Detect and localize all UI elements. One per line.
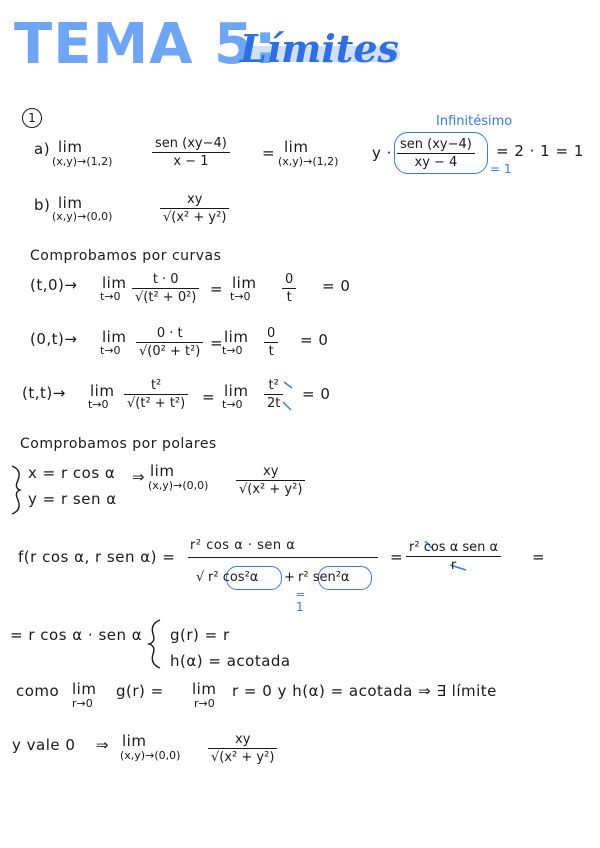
part-a-result: = 2 · 1 = 1: [496, 142, 584, 160]
curva-sub1: t→0: [88, 398, 109, 411]
curva-eq: =: [210, 334, 224, 352]
como-lim1: lim: [72, 680, 97, 698]
f-den-sqrt: √: [196, 570, 205, 585]
part-a-lim2: lim: [284, 138, 309, 156]
f-trail-eq: =: [532, 548, 546, 566]
f-den-b: r² sen²α: [298, 570, 350, 585]
curva-den2: t: [286, 290, 292, 305]
part-b-num: xy: [187, 192, 203, 207]
part-b-den: √(x² + y²): [163, 210, 227, 225]
fraction-bar: [188, 557, 378, 558]
f-den-plus: +: [284, 570, 295, 585]
f-num: r² cos α · sen α: [190, 538, 296, 553]
curva-result: = 0: [322, 277, 351, 295]
curva-eq: =: [210, 280, 224, 298]
final-sub: (x,y)→(0,0): [120, 749, 181, 762]
curva-lim1: lim: [102, 274, 127, 292]
curva-eq: =: [202, 388, 216, 406]
part-a-eq1: =: [262, 144, 276, 162]
page-title: TEMA 5:: [14, 12, 278, 77]
polares-arrow: ⇒: [132, 468, 146, 486]
curva-sub2: t→0: [230, 290, 251, 303]
como-sub2: r→0: [194, 697, 215, 710]
polares-den: √(x² + y²): [239, 482, 303, 497]
part-b-label: b): [34, 196, 51, 214]
polares-sub: (x,y)→(0,0): [148, 479, 209, 492]
como-sub1: r→0: [72, 697, 93, 710]
f-lhs: f(r cos α, r sen α) =: [18, 548, 176, 566]
final-text: y vale 0: [12, 736, 76, 754]
fraction-bar: [406, 556, 501, 557]
annotation-eq: =: [296, 588, 306, 601]
curva-lim2: lim: [232, 274, 257, 292]
curva-result: = 0: [300, 331, 329, 349]
curva-path: (t,0)→: [30, 276, 78, 294]
part-a-lim1: lim: [58, 138, 83, 156]
curva-den2: 2t: [267, 396, 281, 411]
como-rest: r = 0 y h(α) = acotada ⇒ ∃ límite: [232, 682, 497, 700]
polares-y-eq: y = r sen α: [28, 490, 117, 508]
como-g: g(r) =: [116, 682, 164, 700]
curva-result: = 0: [302, 385, 331, 403]
f-den2: r: [450, 558, 457, 573]
curva-path: (t,t)→: [22, 384, 66, 402]
part-a-ydot: y ·: [372, 144, 392, 162]
curva-den2: t: [268, 344, 274, 359]
page-subtitle: Límites: [240, 26, 399, 71]
curva-num2: 0: [267, 326, 276, 341]
curva-num1: t²: [150, 378, 162, 393]
part-a-den2: xy − 4: [414, 155, 458, 170]
curvas-heading: Comprobamos por curvas: [30, 248, 222, 264]
curva-sub2: t→0: [222, 344, 243, 357]
polares-heading: Comprobamos por polares: [20, 436, 217, 452]
curva-sub2: t→0: [222, 398, 243, 411]
part-a-num1: sen (xy−4): [155, 136, 227, 151]
polares-num: xy: [263, 464, 279, 479]
annotation-infinitesimo: Infinitésimo: [436, 114, 513, 129]
polares-lim: lim: [150, 462, 175, 480]
part-b-lim: lim: [58, 194, 83, 212]
polares-x-eq: x = r cos α: [28, 464, 116, 482]
polares-frac: [236, 464, 305, 497]
curva-num2: t²: [268, 378, 279, 393]
curva-den1: √(t² + t²): [127, 396, 186, 411]
part-a-sub2: (x,y)→(1,2): [278, 155, 339, 168]
curva-sub1: t→0: [100, 344, 121, 357]
curva-num1: 0 · t: [156, 326, 183, 341]
part-a-sub1: (x,y)→(1,2): [52, 155, 113, 168]
part-a-num2: sen (xy−4): [400, 137, 472, 152]
f-frac2: [406, 540, 501, 573]
g-eq: g(r) = r: [170, 626, 230, 644]
curva-path: (0,t)→: [30, 330, 78, 348]
curva-lim1: lim: [90, 382, 115, 400]
part-b-sub: (x,y)→(0,0): [52, 210, 113, 223]
f-den-a: r² cos²α: [208, 570, 259, 585]
annotation-one: 1: [296, 600, 304, 614]
final-num: xy: [235, 732, 251, 747]
annotation-eq1: = 1: [490, 162, 512, 176]
fraction-bar: [208, 748, 277, 749]
curva-den1: √(t² + 0²): [135, 290, 197, 305]
curva-den1: √(0² + t²): [139, 344, 201, 359]
h-eq: h(α) = acotada: [170, 652, 291, 670]
curva-lim2: lim: [224, 382, 249, 400]
final-den: √(x² + y²): [211, 750, 275, 765]
final-arrow: ⇒: [96, 736, 110, 754]
como-lim2: lim: [192, 680, 217, 698]
curva-num1: t · 0: [152, 272, 179, 287]
f-num2: r² cos α sen α: [409, 540, 499, 555]
fraction-bar: [236, 480, 305, 481]
part-a-den1: x − 1: [173, 154, 209, 169]
final-frac: [208, 732, 277, 765]
part-a-label: a): [34, 140, 51, 158]
curva-lim2: lim: [224, 328, 249, 346]
curva-sub1: t→0: [100, 290, 121, 303]
gh-lhs: = r cos α · sen α: [10, 626, 143, 644]
final-lim: lim: [122, 732, 147, 750]
curva-lim1: lim: [102, 328, 127, 346]
exercise-number: 1: [22, 108, 42, 128]
como-text: como: [16, 682, 60, 700]
curva-num2: 0: [285, 272, 294, 287]
f-eq: =: [390, 548, 404, 566]
